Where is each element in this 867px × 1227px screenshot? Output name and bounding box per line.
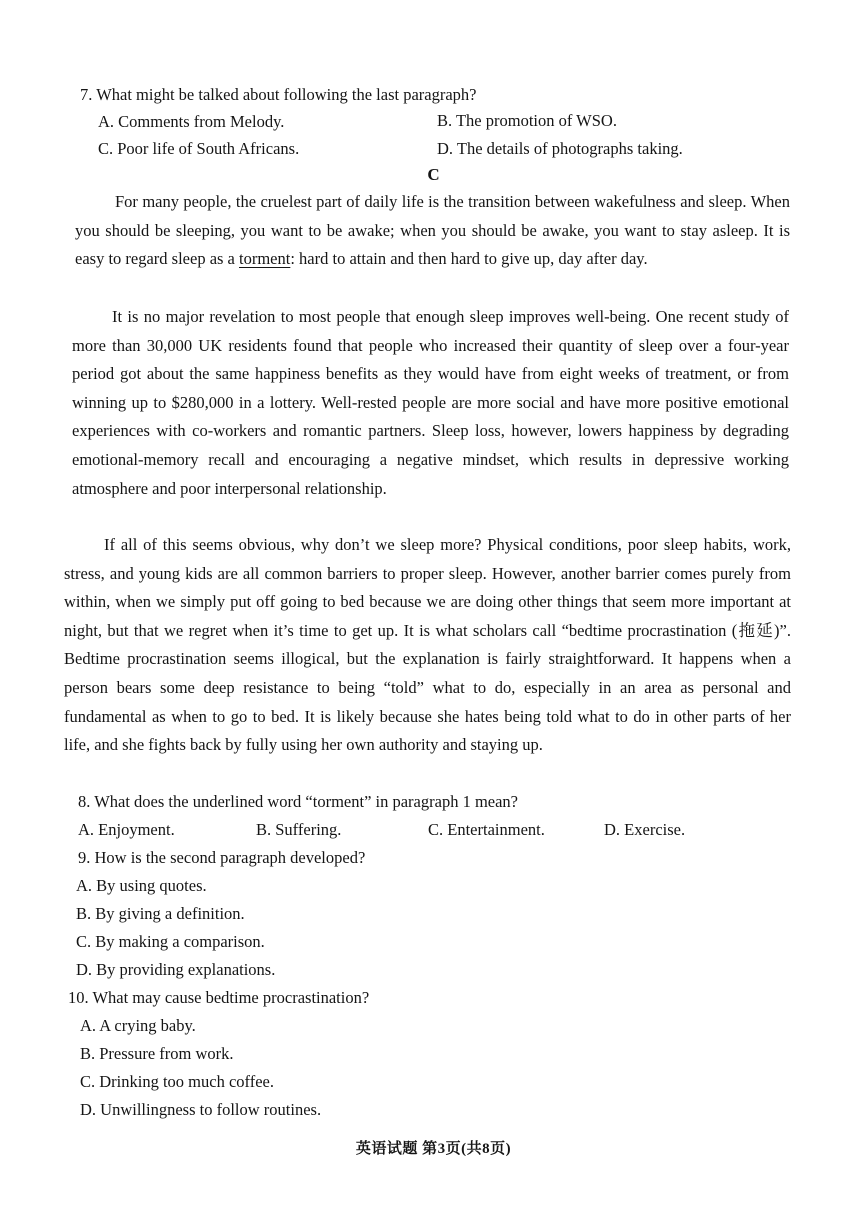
passage-paragraph-3: [64, 531, 791, 760]
p3-text: If all of this seems obvious, why don’t we sleep more? Physical conditions, poor sleep habits, work, stress, and young kids are all common barriers to proper sleep. However, another barrier comes purely from within, when we simply put off going to bed because we are doing other things that seem more important at night, but that we regret when it’s time to get up. It is what scholars call “bedtime procrastination (拖延)”. Bedtime procrastination seems illogical, but the explanation is fairly straightforward. It happens when a person bears some deep resistance to being “told” what to do, especially in an area as personal and fundamental as when to go to bed. It is likely because she hates being told what to do in other parts of her life, and she fights back by fully using her own authority and staying up.: [64, 535, 791, 755]
q9-question: 9. How is the second paragraph developed?: [78, 848, 366, 867]
q9-option-a: A. By using quotes.: [76, 876, 207, 895]
q10-option-d: D. Unwillingness to follow routines.: [80, 1100, 322, 1119]
page-footer: 英语试题 第3页(共8页): [355, 1141, 512, 1157]
q7-question: 7. What might be talked about following the last paragraph?: [80, 85, 477, 104]
q9-option-b: B. By giving a definition.: [76, 904, 245, 923]
q8-question: 8. What does the underlined word “torment” in paragraph 1 mean?: [78, 792, 518, 811]
q10-option-c: C. Drinking too much coffee.: [80, 1072, 274, 1091]
q10-option-a: A. A crying baby.: [80, 1016, 196, 1035]
q7-option-b: B. The promotion of WSO.: [437, 111, 617, 130]
q10-option-b: B. Pressure from work.: [80, 1044, 234, 1063]
p2-text: It is no major revelation to most people that enough sleep improves well-being. One recent study of more than 30,000 UK residents found that people who increased their quantity of sleep over a four-year period got about the same happiness benefits as they would have from eight weeks of treatment, or from winning up to $280,000 in a lottery. Well-rested people are more social and have more positive emotional experiences with co-workers and romantic partners. Sleep loss, however, lowers happiness by degrading emotional-memory recall and encouraging a negative mindset, which results in depressive working atmosphere and poor interpersonal relationship.: [72, 307, 789, 498]
p1-text-after: : hard to attain and then hard to give up, day after day.: [290, 249, 648, 269]
q7-option-d: D. The details of photographs taking.: [437, 139, 683, 158]
q7-option-a: A. Comments from Melody.: [98, 112, 285, 131]
section-label: C: [427, 165, 440, 184]
q9-option-c: C. By making a comparison.: [76, 932, 265, 951]
q8-option-b: B. Suffering.: [256, 820, 342, 839]
q8-option-d: D. Exercise.: [604, 820, 686, 839]
q8-option-a: A. Enjoyment.: [78, 820, 175, 839]
p1-text-before: For many people, the cruelest part of daily life is the transition between wakefulness and sleep. When you should be sleeping, you want to be awake; when you should be awake, you want to stay asleep. It is easy to regard sleep as a: [75, 192, 790, 269]
q7-option-c: C. Poor life of South Africans.: [98, 139, 300, 158]
q10-question: 10. What may cause bedtime procrastination?: [68, 988, 370, 1007]
underlined-word-torment: torment: [239, 249, 291, 269]
q8-options: [78, 820, 718, 840]
passage-paragraph-2: [72, 303, 789, 503]
passage-paragraph-1: [75, 188, 790, 274]
q9-option-d: D. By providing explanations.: [76, 960, 276, 979]
q8-option-c: C. Entertainment.: [428, 820, 545, 839]
